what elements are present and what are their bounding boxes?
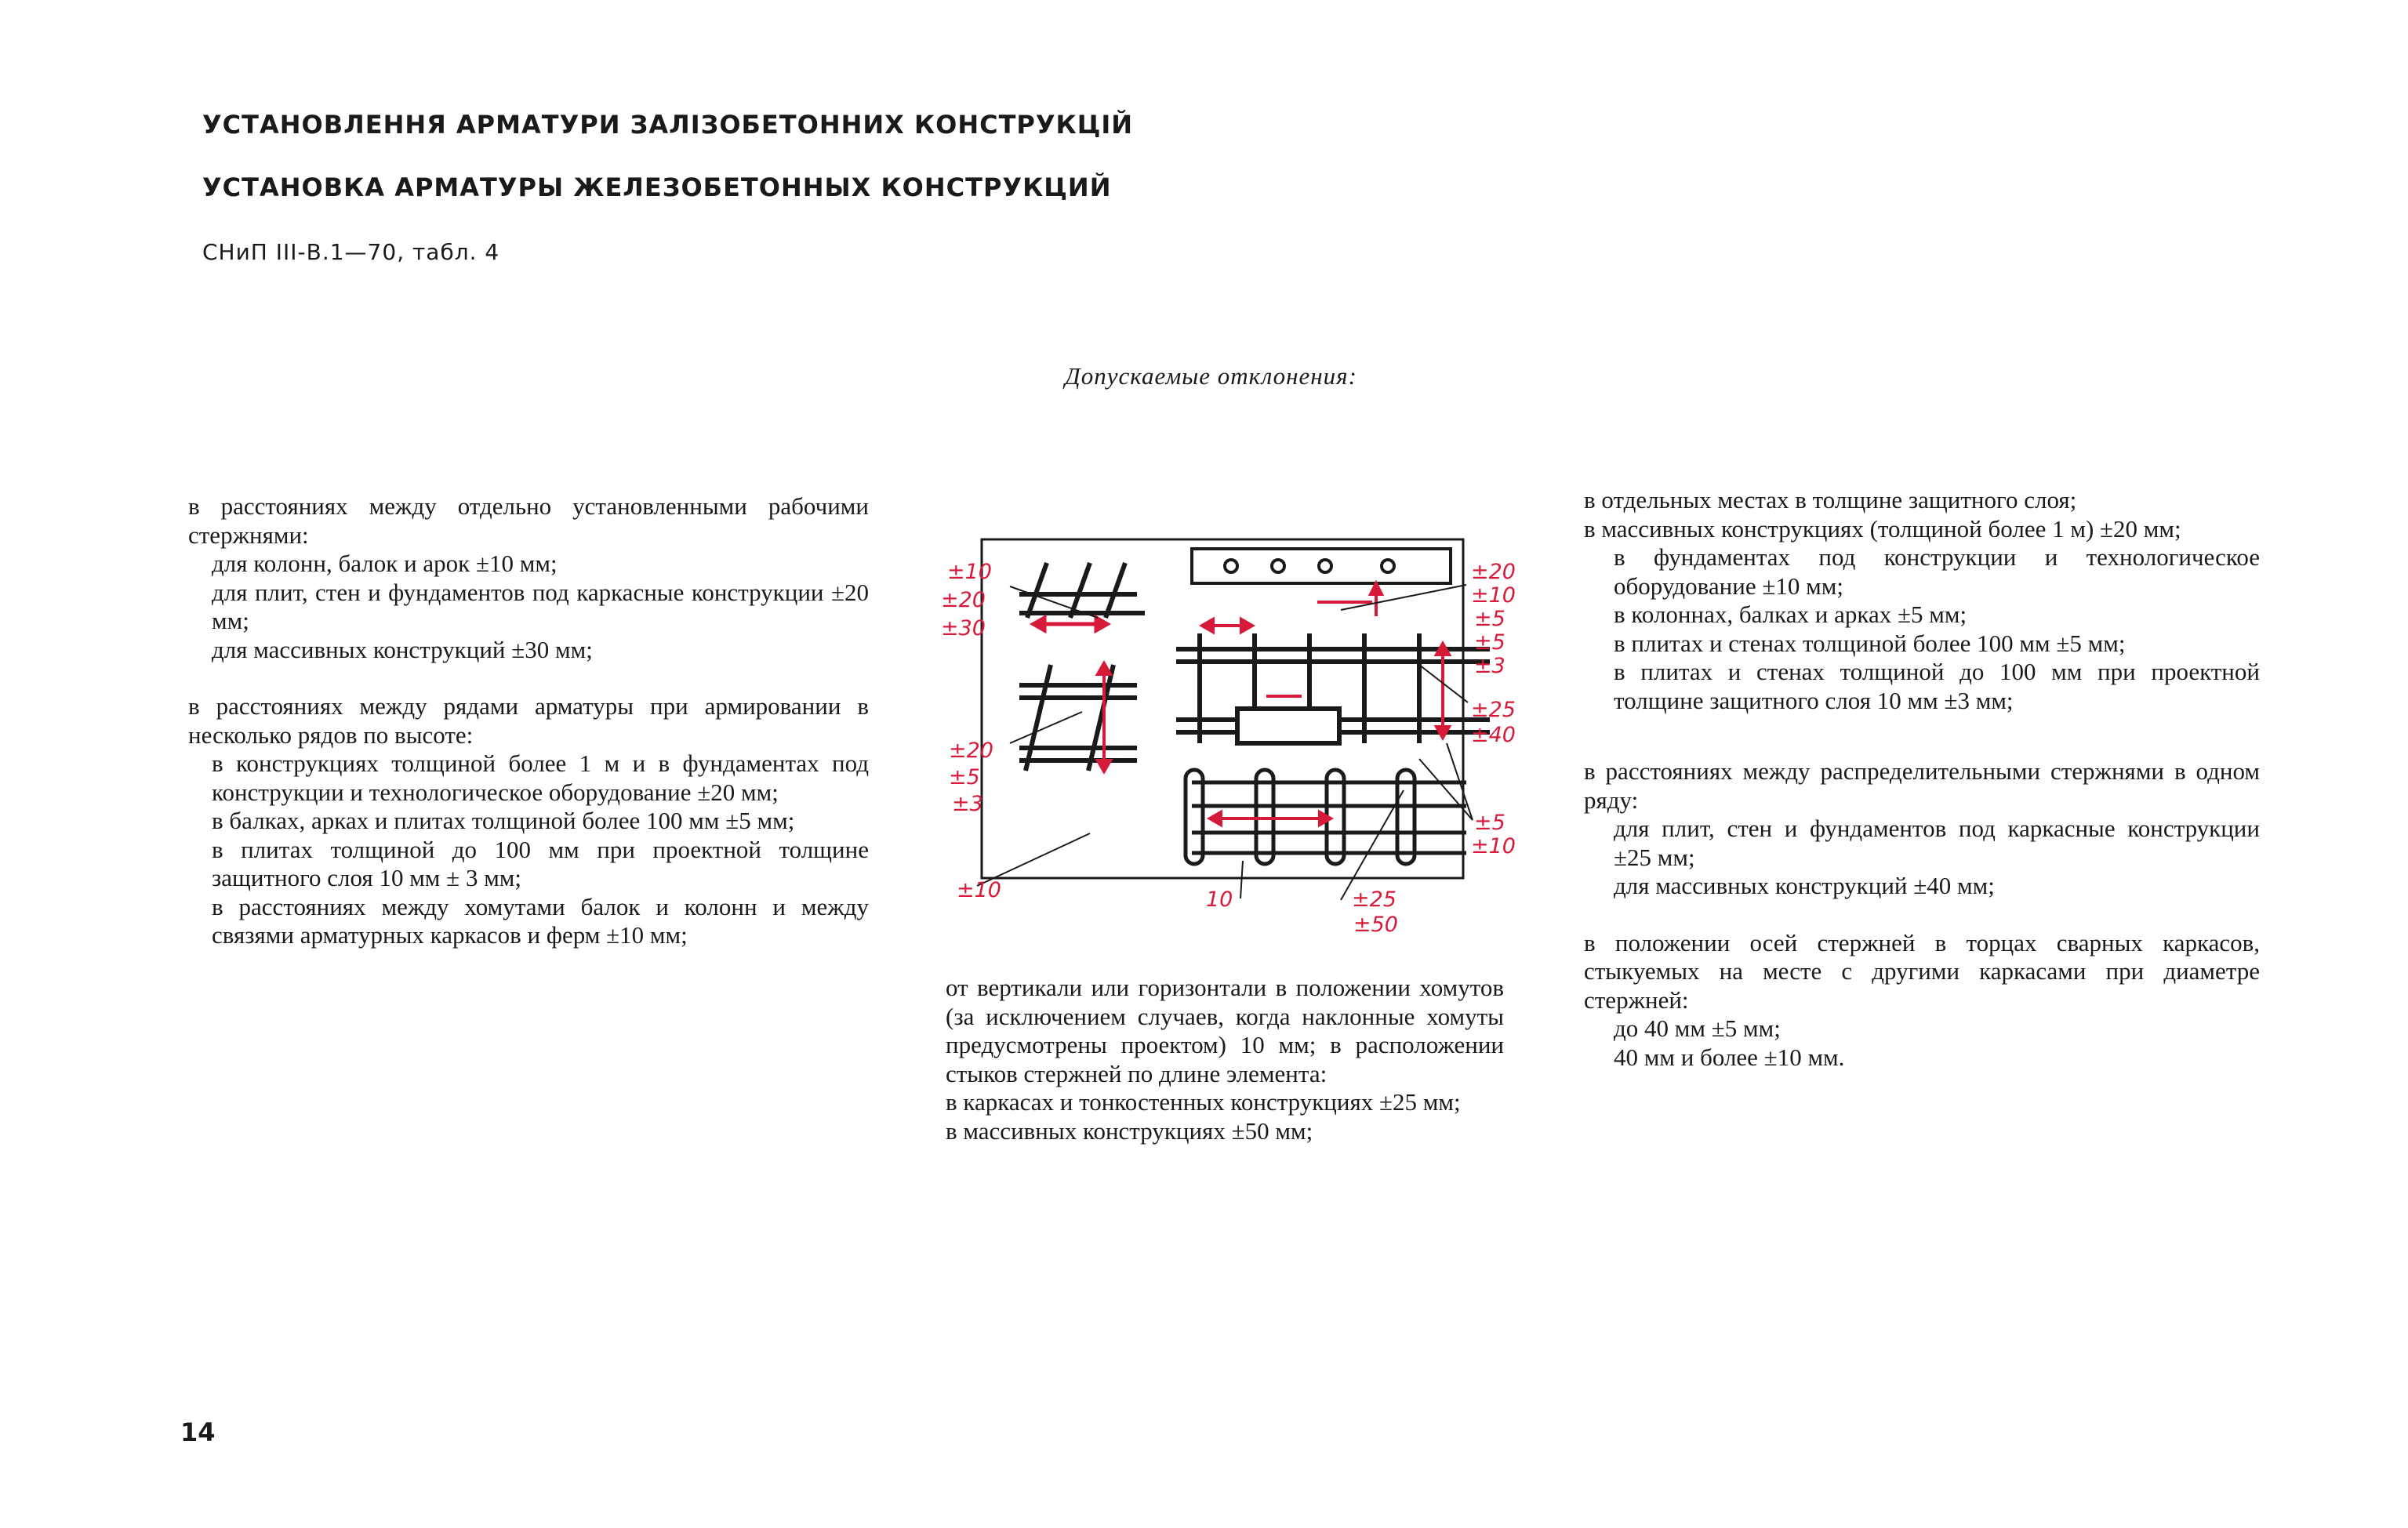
section-subtitle: Допускаемые отклонения:	[1065, 362, 1357, 390]
paragraph: в плитах и стенах толщиной до 100 мм при проектной толщине защитного слоя 10 мм ±3 мм;	[1614, 658, 2260, 714]
beam-section	[1192, 549, 1451, 583]
paragraph: в массивных конструкциях (толщиной более 1 м) ±20 мм;	[1584, 514, 2181, 543]
label-right-a1: ±20	[1471, 560, 1516, 584]
label-left-a3: ±30	[941, 616, 986, 641]
middle-column	[946, 974, 1504, 1145]
label-bottom-mid: 10	[1206, 887, 1233, 912]
paragraph: в положении осей стержней в торцах сварных каркасов, стыкуемых на месте с другими каркасами при диаметре стержней:	[1584, 928, 2260, 1014]
dim-arrow-a	[1033, 618, 1107, 630]
paragraph: для массивных конструкций ±40 мм;	[1614, 872, 1995, 899]
dim-arrow-cover	[1317, 583, 1382, 616]
paragraph: в плитах и стенах толщиной более 100 мм ±5 мм;	[1614, 629, 2126, 657]
paragraph: в отдельных местах в толщине защитного слоя;	[1584, 486, 2077, 514]
label-left-b1: ±20	[949, 739, 993, 763]
paragraph: до 40 мм ±5 мм;	[1614, 1014, 1781, 1042]
paragraph: в балках, арках и плитах толщиной более 100 мм ±5 мм;	[212, 807, 795, 834]
label-right-a2: ±10	[1471, 583, 1516, 608]
label-bottom-r1: ±25	[1352, 887, 1396, 912]
paragraph: в расстояниях между распределительными стержнями в одном ряду:	[1584, 757, 2260, 814]
norm-reference: СНиП III-В.1—70, табл. 4	[202, 239, 500, 265]
paragraph: для массивных конструкций ±30 мм;	[212, 635, 593, 663]
paragraph: в расстояниях между отдельно установленными рабочими стержнями:	[188, 492, 869, 549]
rods-group-b	[1019, 665, 1137, 771]
label-right-c2: ±10	[1471, 834, 1516, 858]
paragraph: в каркасах и тонкостенных конструкциях ±25 мм;	[946, 1088, 1461, 1116]
page-number: 14	[180, 1417, 216, 1447]
label-right-b1: ±25	[1471, 698, 1516, 722]
label-right-a5: ±3	[1474, 654, 1505, 678]
paragraph: для плит, стен и фундаментов под каркасные конструкции ±25 мм;	[1614, 815, 2260, 871]
paragraph: в фундаментах под конструкции и технологическое оборудование ±10 мм;	[1614, 543, 2260, 600]
paragraph: 40 мм и более ±10 мм.	[1614, 1043, 1845, 1071]
dim-arrow-frames	[1210, 812, 1331, 825]
rods-group-a	[1019, 563, 1145, 618]
paragraph: для колонн, балок и арок ±10 мм;	[212, 550, 558, 577]
label-left-a1: ±10	[947, 560, 992, 584]
right-column	[1584, 486, 2260, 1072]
title-russian: УСТАНОВКА АРМАТУРЫ ЖЕЛЕЗОБЕТОННЫХ КОНСТРУКЦИЙ	[202, 172, 1112, 202]
title-ukrainian: УСТАНОВЛЕННЯ АРМАТУРИ ЗАЛІЗОБЕТОННИХ КОНСТРУКЦІЙ	[202, 110, 1134, 140]
paragraph: в массивных конструкциях ±50 мм;	[946, 1116, 1313, 1145]
label-left-c1: ±10	[957, 878, 1001, 902]
label-left-a2: ±20	[941, 588, 986, 612]
label-right-b2: ±40	[1471, 723, 1516, 747]
paragraph: в колоннах, балках и арках ±5 мм;	[1614, 601, 1967, 628]
paragraph: в расстояниях между рядами арматуры при армировании в несколько рядов по высоте:	[188, 692, 869, 749]
label-bottom-r2: ±50	[1353, 913, 1398, 937]
label-left-b3: ±3	[952, 792, 983, 816]
paragraph: для плит, стен и фундаментов под каркасные конструкции ±20 мм;	[212, 578, 869, 634]
paragraph: от вертикали или горизонтали в положении хомутов (за исключением случаев, когда наклонные хомуты предусмотрены проектом) 10 мм; в расположении стыков стержней по длине элемента:	[946, 974, 1504, 1087]
label-right-a4: ±5	[1474, 630, 1505, 655]
label-right-c1: ±5	[1474, 811, 1505, 835]
paragraph: в плитах толщиной до 100 мм при проектной толщине защитного слоя 10 мм ± 3 мм;	[212, 835, 869, 891]
left-column	[188, 492, 869, 950]
label-right-a3: ±5	[1474, 607, 1505, 631]
paragraph: в расстояниях между хомутами балок и колонн и между связями арматурных каркасов и ферм ±10 мм;	[212, 892, 869, 949]
paragraph: в конструкциях толщиной более 1 м и в фундаментах под конструкции и технологическое оборудование ±20 мм;	[212, 749, 869, 806]
reinforcement-diagram	[933, 532, 1529, 939]
label-left-b2: ±5	[949, 765, 980, 789]
